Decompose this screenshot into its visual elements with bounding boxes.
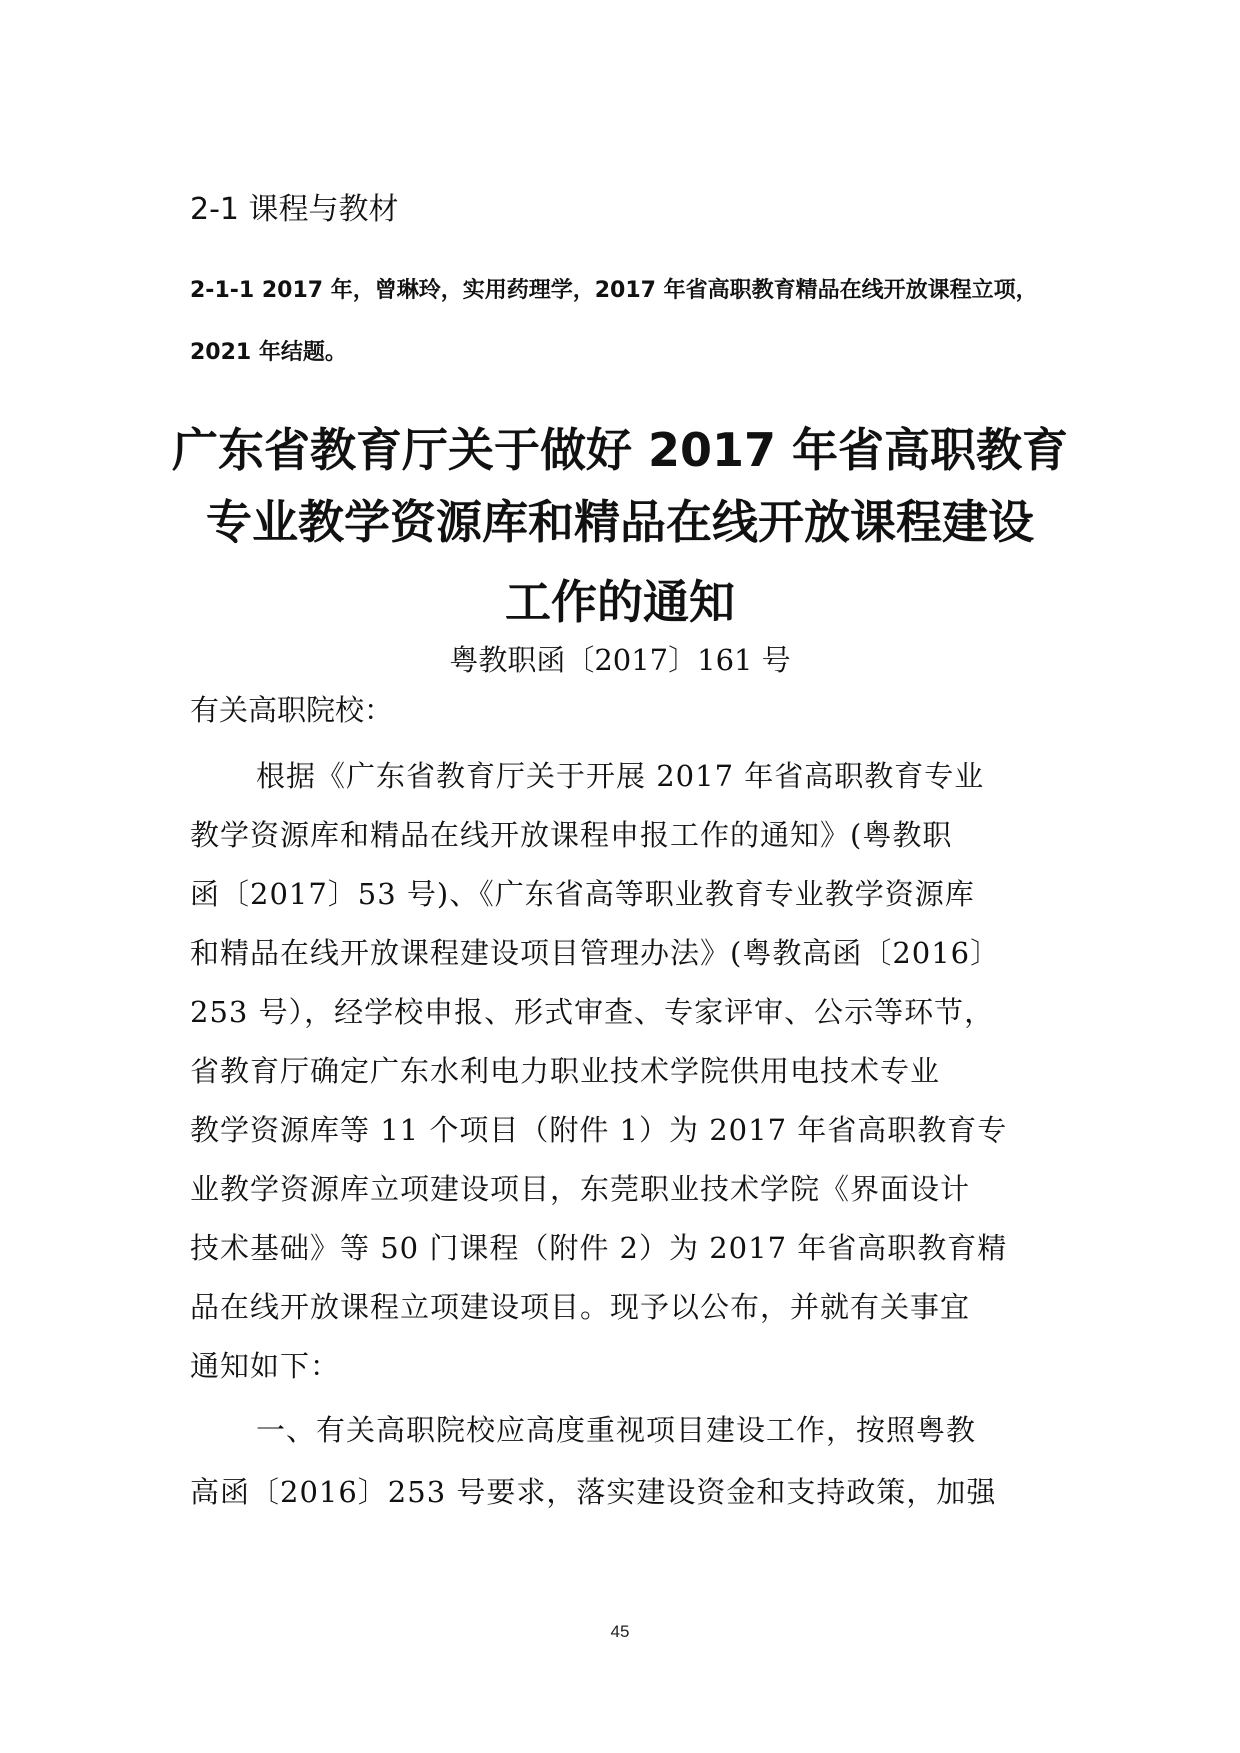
body-line: 函〔2017〕53 号)、《广东省高等职业教育专业教学资源库 bbox=[190, 877, 975, 911]
notice-title-line-2: 专业教学资源库和精品在线开放课程建设 bbox=[206, 495, 1034, 549]
document-number: 粤教职函〔2017〕161 号 bbox=[449, 643, 791, 677]
body-line: 和精品在线开放课程建设项目管理办法》(粤教高函〔2016〕 bbox=[190, 936, 1001, 970]
body-line: 技术基础》等 50 门课程（附件 2）为 2017 年省高职教育精 bbox=[190, 1231, 1008, 1265]
section-heading: 2-1 课程与教材 bbox=[190, 192, 399, 227]
body-line: 一、有关高职院校应高度重视项目建设工作，按照粤教 bbox=[256, 1413, 977, 1447]
page-number: 45 bbox=[610, 1622, 630, 1641]
body-line: 高函〔2016〕253 号要求，落实建设资金和支持政策，加强 bbox=[190, 1475, 997, 1509]
body-line: 业教学资源库立项建设项目，东莞职业技术学院《界面设计 bbox=[190, 1172, 971, 1206]
notice-title-line-1: 广东省教育厅关于做好 2017 年省高职教育 bbox=[171, 423, 1069, 477]
project-item-line-2: 2021 年结题。 bbox=[190, 340, 347, 365]
body-line: 品在线开放课程立项建设项目。现予以公布，并就有关事宜 bbox=[190, 1290, 971, 1324]
notice-title-line-3: 工作的通知 bbox=[505, 575, 735, 629]
body-line: 省教育厅确定广东水利电力职业技术学院供用电技术专业 bbox=[190, 1054, 941, 1088]
body-line: 教学资源库和精品在线开放课程申报工作的通知》(粤教职 bbox=[190, 818, 953, 852]
body-line: 教学资源库等 11 个项目（附件 1）为 2017 年省高职教育专 bbox=[190, 1113, 1008, 1147]
project-item-line-1: 2-1-1 2017 年，曾琳玲，实用药理学，2017 年省高职教育精品在线开放课程立项， bbox=[190, 278, 1038, 303]
body-line: 根据《广东省教育厅关于开展 2017 年省高职教育专业 bbox=[256, 759, 985, 793]
salutation: 有关高职院校： bbox=[190, 693, 394, 727]
body-line: 通知如下： bbox=[190, 1349, 341, 1383]
body-line: 253 号），经学校申报、形式审查、专家评审、公示等环节， bbox=[190, 995, 995, 1029]
